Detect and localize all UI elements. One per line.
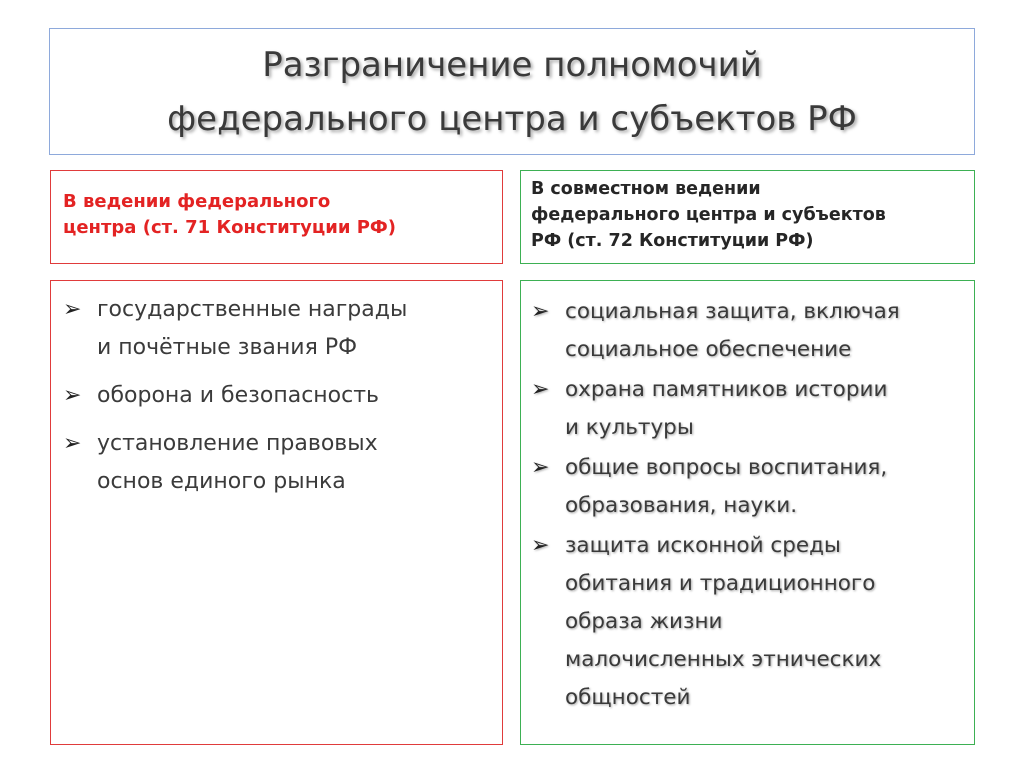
list-item-text: установление правовых — [97, 431, 378, 456]
arrow-bullet-icon: ➢ — [63, 297, 82, 322]
arrow-bullet-icon: ➢ — [531, 299, 550, 324]
list-item — [531, 293, 974, 369]
list-item — [531, 371, 974, 447]
joint-jurisdiction-heading — [520, 170, 975, 264]
list-item-text: оборона и безопасность — [97, 383, 380, 408]
list-item-text: обитания и традиционного — [565, 571, 876, 596]
list-item-text: и почётные звания РФ — [97, 335, 358, 360]
arrow-bullet-icon: ➢ — [63, 383, 82, 408]
federal-heading-line-2: центра (ст. 71 Конституции РФ) — [63, 217, 396, 238]
list-item — [63, 377, 502, 415]
list-item-text: малочисленных этнических — [565, 647, 882, 672]
joint-heading-line-1: В совместном ведении — [531, 179, 761, 199]
list-item — [531, 527, 974, 717]
joint-heading-line-2: федерального центра и субъектов — [531, 205, 886, 225]
title-line-2: федерального центра и субъектов РФ — [167, 98, 857, 139]
list-item-text: общие вопросы воспитания, — [565, 455, 888, 480]
list-item-text: образа жизни — [565, 609, 723, 634]
arrow-bullet-icon: ➢ — [63, 431, 82, 456]
joint-heading-line-3: РФ (ст. 72 Конституции РФ) — [531, 231, 814, 251]
list-item-text: образования, науки. — [565, 493, 798, 518]
list-item-text: защита исконной среды — [565, 533, 841, 558]
title-line-1: Разграничение полномочий — [262, 44, 762, 85]
list-item-text: охрана памятников истории — [565, 377, 888, 402]
list-item — [531, 449, 974, 525]
list-item-text: основ единого рынка — [97, 469, 346, 494]
list-item-text: социальное обеспечение — [565, 337, 852, 362]
slide-title — [49, 28, 975, 155]
list-item — [63, 425, 502, 501]
list-item-text: социальная защита, включая — [565, 299, 900, 324]
federal-heading-line-1: В ведении федерального — [63, 191, 331, 212]
arrow-bullet-icon: ➢ — [531, 377, 550, 402]
federal-jurisdiction-heading — [50, 170, 503, 264]
list-item-text: общностей — [565, 685, 691, 710]
joint-powers-list — [520, 280, 975, 745]
list-item-text: и культуры — [565, 415, 694, 440]
arrow-bullet-icon: ➢ — [531, 533, 550, 558]
arrow-bullet-icon: ➢ — [531, 455, 550, 480]
federal-powers-list — [50, 280, 503, 745]
list-item — [63, 291, 502, 367]
list-item-text: государственные награды — [97, 297, 408, 322]
